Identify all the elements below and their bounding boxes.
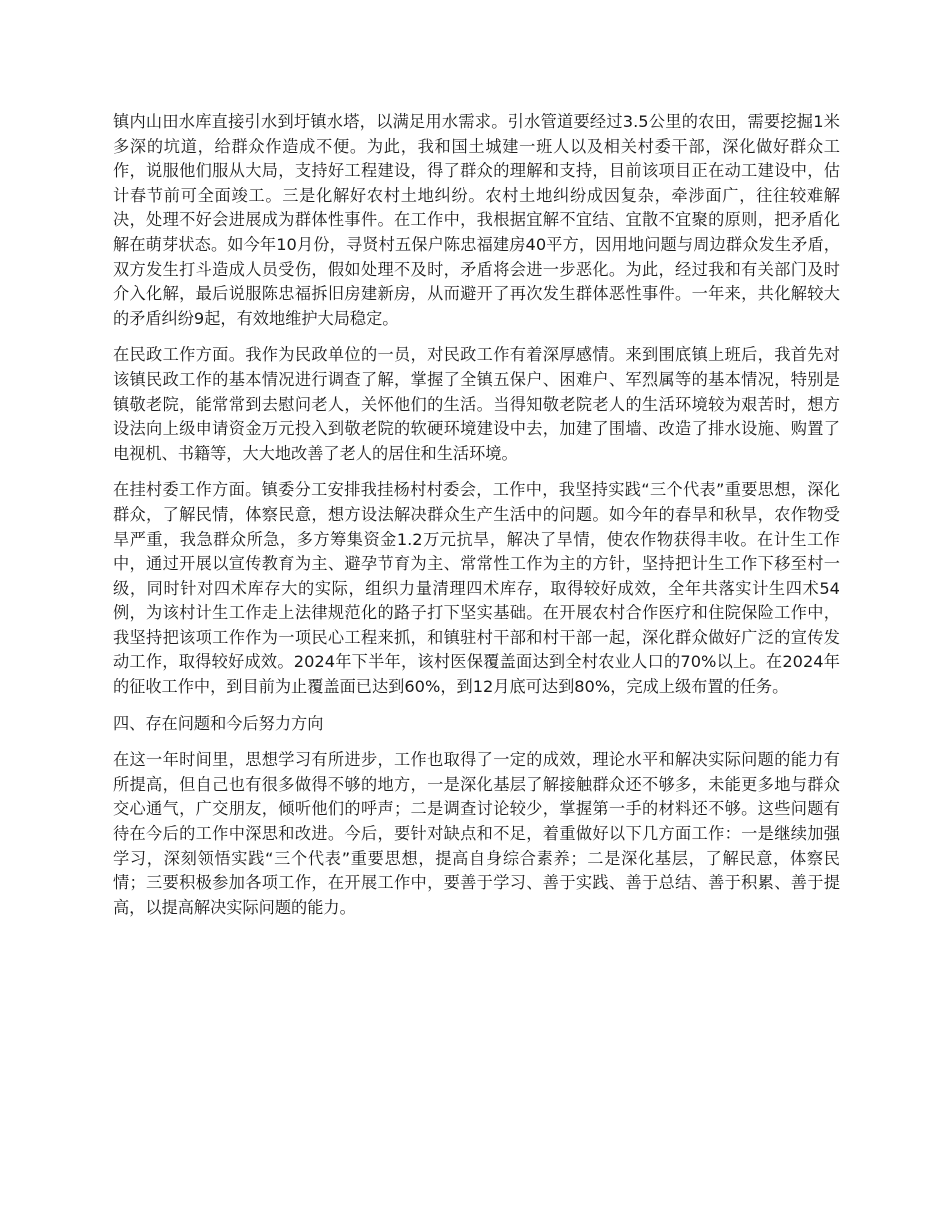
- paragraph-problems-direction: 在这一年时间里，思想学习有所进步，工作也取得了一定的成效，理论水平和解决实际问题的能力有所提高，但自己也有很多做得不够的地方，一是深化基层了解接触群众还不够多，未能更多地与群众交心通气，广交朋友，倾听他们的呼声；二是调查讨论较少，掌握第一手的材料还不够。这些问题有待在今后的工作中深思和改进。今后，要针对缺点和不足，着重做好以下几方面工作：一是继续加强学习，深刻领悟实践“三个代表”重要思想，提高自身综合素养；二是深化基层，了解民意，体察民情；三要积极参加各项工作，在开展工作中，要善于学习、善于实践、善于总结、善于积累、善于提高，以提高解决实际问题的能力。: [113, 750, 840, 917]
- section-heading-problems: 四、存在问题和今后努力方向: [113, 713, 324, 733]
- paragraph-civil-affairs: 在民政工作方面。我作为民政单位的一员，对民政工作有着深厚感情。来到围底镇上班后，我首先对该镇民政工作的基本情况进行调查了解，掌握了全镇五保户、困难户、军烈属等的基本情况，特别是镇敬老院，能常常到去慰问老人，关怀他们的生活。当得知敬老院老人的生活环境较为艰苦时，想方设法向上级申请资金万元投入到敬老院的软硬环境建设中去，加建了围墙、改造了排水设施、购置了电视机、书籍等，大大地改善了老人的居住和生活环境。: [113, 345, 840, 463]
- paragraph-village-work: 在挂村委工作方面。镇委分工安排我挂杨村村委会，工作中，我坚持实践“三个代表”重要思想，深化群众，了解民情，体察民意，想方设法解决群众生产生活中的问题。如今年的春旱和秋旱，农作物受旱严重，我急群众所急，多方筹集资金1.2万元抗旱，解决了旱情，使农作物获得丰收。在计生工作中，通过开展以宣传教育为主、避孕节育为主、常常性工作为主的方针，坚持把计生工作下移至村一级，同时针对四术库存大的实际，组织力量清理四术库存，取得较好成效，全年共落实计生四术54例，为该村计生工作走上法律规范化的路子打下坚实基础。在开展农村合作医疗和住院保险工作中，我坚持把该项工作作为一项民心工程来抓，和镇驻村干部和村干部一起，深化群众做好广泛的宣传发动工作，取得较好成效。2024年下半年，该村医保覆盖面达到全村农业人口的70%以上。在2024年的征收工作中，到目前为止覆盖面已达到60%，到12月底可达到80%，完成上级布置的任务。: [113, 480, 840, 697]
- document-body: [113, 110, 840, 932]
- paragraph-water-supply: 镇内山田水库直接引水到圩镇水塔，以满足用水需求。引水管道要经过3.5公里的农田，需要挖掘1米多深的坑道，给群众作造成不便。为此，我和国土城建一班人以及相关村委干部，深化做好群众工作，说服他们服从大局，支持好工程建设，得了群众的理解和支持，目前该项目正在动工建设中，估计春节前可全面竣工。三是化解好农村土地纠纷。农村土地纠纷成因复杂，牵涉面广，往往较难解决，处理不好会进展成为群体性事件。在工作中，我根据宜解不宜结、宜散不宜聚的原则，把矛盾化解在萌芽状态。如今年10月份，寻贤村五保户陈忠福建房40平方，因用地问题与周边群众发生矛盾，双方发生打斗造成人员受伤，假如处理不及时，矛盾将会进一步恶化。为此，经过我和有关部门及时介入化解，最后说服陈忠福拆旧房建新房，从而避开了再次发生群体恶性事件。一年来，共化解较大的矛盾纠纷9起，有效地维护大局稳定。: [113, 112, 840, 328]
